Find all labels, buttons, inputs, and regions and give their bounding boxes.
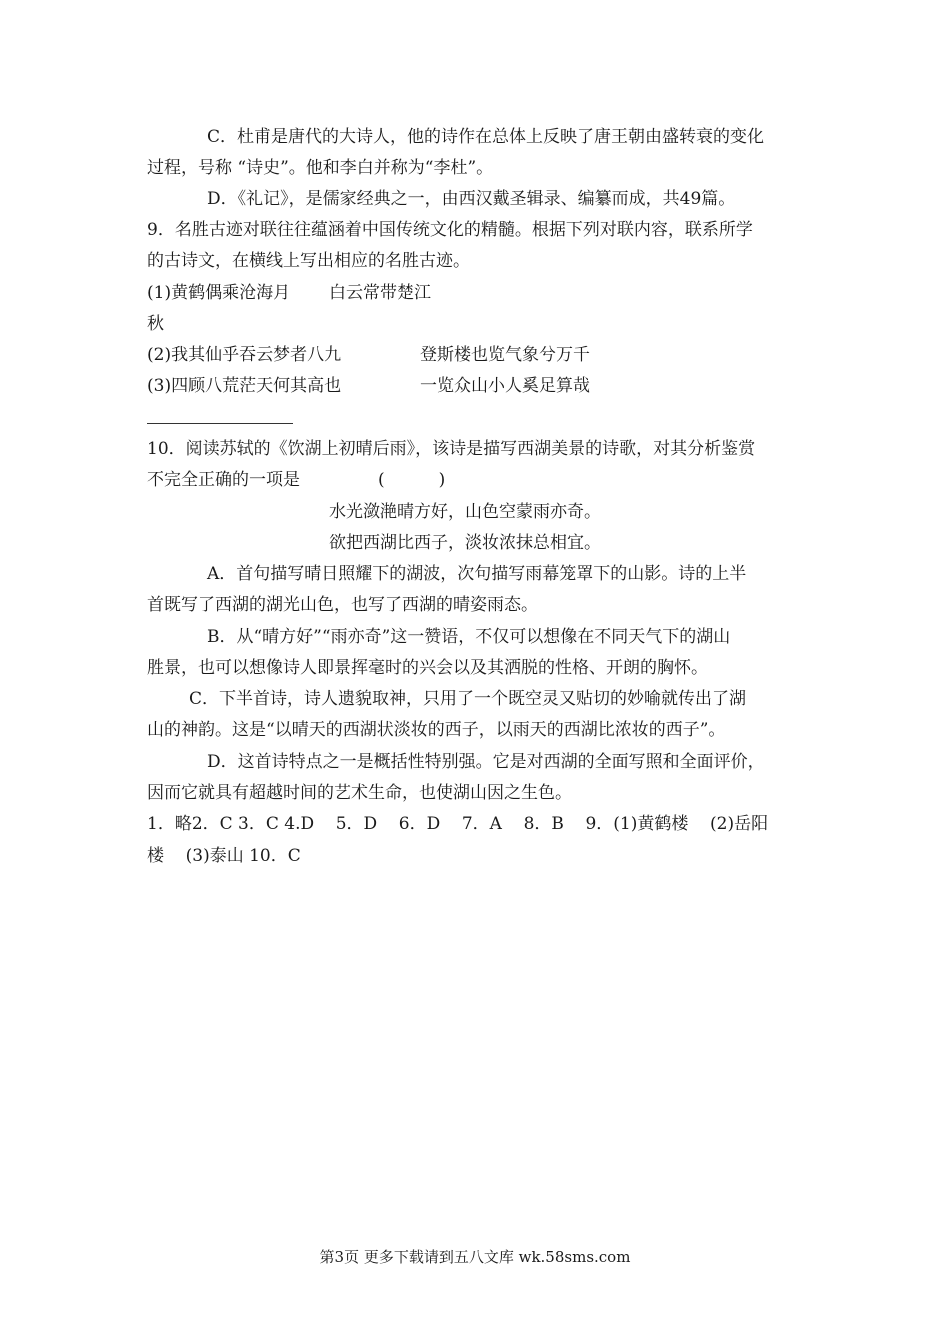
choice-d-line1: D．这首诗特点之一是概括性特别强。它是对西湖的全面写照和全面评价， bbox=[207, 752, 765, 772]
couplet-3-left: (3)四顾八荒茫天何其高也 bbox=[147, 376, 342, 396]
choice-d-line2: 因而它就具有超越时间的艺术生命，也使湖山因之生色。 bbox=[147, 783, 572, 803]
choice-a-line1: A．首句描写晴日照耀下的湖波，次句描写雨幕笼罩下的山影。诗的上半 bbox=[207, 564, 747, 584]
question-9-line1: 9．名胜古迹对联往往蕴涵着中国传统文化的精髓。根据下列对联内容，联系所学 bbox=[147, 220, 753, 240]
couplet-1-wrap: 秋 bbox=[147, 314, 164, 334]
couplet-2-left: (2)我其仙乎吞云梦者八九 bbox=[147, 345, 342, 365]
choice-b-line2: 胜景，也可以想像诗人即景挥毫时的兴会以及其洒脱的性格、开朗的胸怀。 bbox=[147, 658, 708, 678]
poem-line1: 水光潋滟晴方好，山色空蒙雨亦奇。 bbox=[329, 502, 601, 522]
choice-a-line2: 首既写了西湖的湖光山色，也写了西湖的晴姿雨态。 bbox=[147, 595, 538, 615]
choice-c-line2: 山的神韵。这是“以晴天的西湖状淡妆的西子，以雨天的西湖比浓妆的西子”。 bbox=[147, 720, 726, 740]
answer-key-line1: 1．略2．C 3．C 4.D 5．D 6．D 7．A 8．B 9．(1)黄鹤楼 (2)岳阳 bbox=[147, 814, 769, 834]
couplet-3-right: 一览众山小人奚足算哉 bbox=[420, 376, 590, 396]
answer-blank-line bbox=[147, 422, 293, 424]
option-c-line1: C．杜甫是唐代的大诗人，他的诗作在总体上反映了唐王朝由盛转衰的变化 bbox=[207, 127, 765, 147]
choice-b-line1: B．从“晴方好”“雨亦奇”这一赞语，不仅可以想像在不同天气下的湖山 bbox=[207, 627, 731, 647]
option-c-line2: 过程，号称 “诗史”。他和李白并称为“李杜”。 bbox=[147, 158, 494, 178]
option-d: D．《礼记》，是儒家经典之一，由西汉戴圣辑录、编纂而成，共49篇。 bbox=[207, 189, 736, 209]
page-footer: 第3页 更多下载请到五八文库 wk.58sms.com bbox=[319, 1248, 631, 1266]
couplet-1-right: 白云常带楚江 bbox=[329, 283, 431, 303]
question-10-line1: 10．阅读苏轼的《饮湖上初晴后雨》，该诗是描写西湖美景的诗歌，对其分析鉴赏 bbox=[147, 439, 756, 459]
question-9-line2: 的古诗文，在横线上写出相应的名胜古迹。 bbox=[147, 251, 470, 271]
question-10-line2: 不完全正确的一项是 bbox=[147, 470, 300, 490]
answer-key-line2: 楼 (3)泰山 10．C bbox=[147, 846, 301, 866]
couplet-2-right: 登斯楼也览气象兮万千 bbox=[420, 345, 590, 365]
couplet-1-left: (1)黄鹤偶乘沧海月 bbox=[147, 283, 291, 303]
answer-bracket: ( ) bbox=[378, 470, 446, 490]
choice-c-line1: C．下半首诗，诗人遗貌取神，只用了一个既空灵又贴切的妙喻就传出了湖 bbox=[189, 689, 747, 709]
poem-line2: 欲把西湖比西子，淡妆浓抹总相宜。 bbox=[329, 533, 601, 553]
